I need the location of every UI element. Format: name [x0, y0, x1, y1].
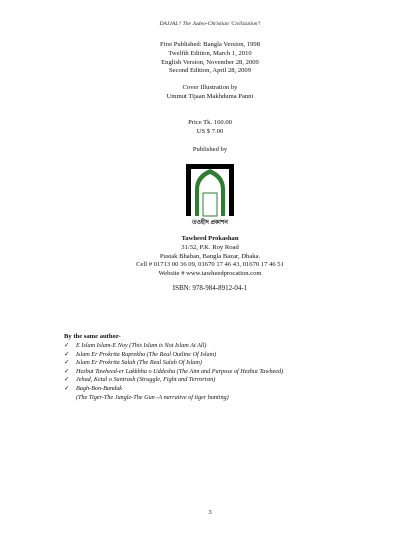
- checkmark-icon: ✓: [64, 376, 70, 384]
- published-by: [0, 146, 420, 155]
- books-heading: By the same author-: [64, 333, 121, 340]
- book-subtitle: (The Tiger-The Jungle-The Gun -A narrative of tiger hunting): [76, 393, 229, 401]
- cover-credit-line: Cover Illustration by: [182, 84, 238, 91]
- logo-caption: তওহীদ প্রকাশন: [192, 220, 228, 226]
- publication-line: Second Edition, April 28, 2009: [168, 67, 252, 75]
- published-by-label: Published by: [192, 146, 228, 153]
- price-line: Price Tk. 160.00: [188, 119, 232, 126]
- running-header: DAJJAL? The Judeo-Christian 'Civilization'!: [159, 21, 261, 27]
- publisher-name: Tawheed Prokashan: [181, 235, 239, 242]
- book-title: Islam Er Prokrita Ruprekha (The Real Outline Of Islam): [76, 350, 217, 358]
- checkmark-icon: ✓: [64, 342, 70, 349]
- cover-credit: [0, 84, 420, 102]
- cover-credit-line: Ummut Tijaan Makhduma Panni: [166, 92, 254, 100]
- isbn-text: ISBN: 978-984-8912-04-1: [172, 284, 248, 292]
- price-info: [0, 119, 420, 137]
- price-line: US $ 7.00: [196, 127, 224, 135]
- address-line: Cell # 01713 00 36 09, 01670 17 46 43, 01670 17 46 51: [136, 261, 284, 269]
- book-title: Bagh-Bon-Banduk: [76, 384, 123, 392]
- publication-history: [0, 41, 420, 76]
- book-title: E Islam Islam-E Noy (This Islam is Not Islam At All): [76, 342, 207, 349]
- book-title: Hezbut Tawheed-er Lakkhha o Uddesha (The Aim and Purpose of Hezbut Tawheed): [76, 367, 284, 375]
- publisher-address: [0, 235, 420, 279]
- publisher-logo-icon: [185, 163, 235, 217]
- book-title: Islam Er Prokrita Salah (The Real Salah Of Islam): [76, 359, 202, 367]
- books-list: [64, 342, 283, 402]
- checkmark-icon: ✓: [64, 367, 70, 375]
- address-line: Pustak Bhaban, Bangla Bazar, Dhaka.: [159, 252, 261, 260]
- checkmark-icon: ✓: [64, 384, 70, 392]
- list-item: [64, 368, 283, 377]
- checkmark-icon: ✓: [64, 350, 70, 358]
- logo-door: [203, 193, 217, 216]
- address-line: Website # www.tawheedprocation.com: [158, 270, 262, 278]
- checkmark-icon: ✓: [64, 359, 70, 367]
- publication-line: English Version, November 28, 2009: [161, 58, 259, 66]
- book-title: Jehad, Ketal o Santrash (Struggle, Fight and Terrorism): [76, 376, 216, 384]
- publication-line: Twelfth Edition, March 1, 2010: [168, 49, 252, 57]
- list-item: [64, 359, 283, 368]
- isbn: [0, 284, 420, 293]
- page-number: 3: [208, 509, 212, 516]
- list-item: [64, 385, 283, 402]
- list-item: [64, 376, 283, 385]
- address-line: 31/32, P.K. Roy Road: [181, 243, 239, 251]
- list-item: [64, 351, 283, 360]
- list-item: [64, 342, 283, 351]
- publication-line: First Published: Bangla Version, 1998: [159, 41, 261, 48]
